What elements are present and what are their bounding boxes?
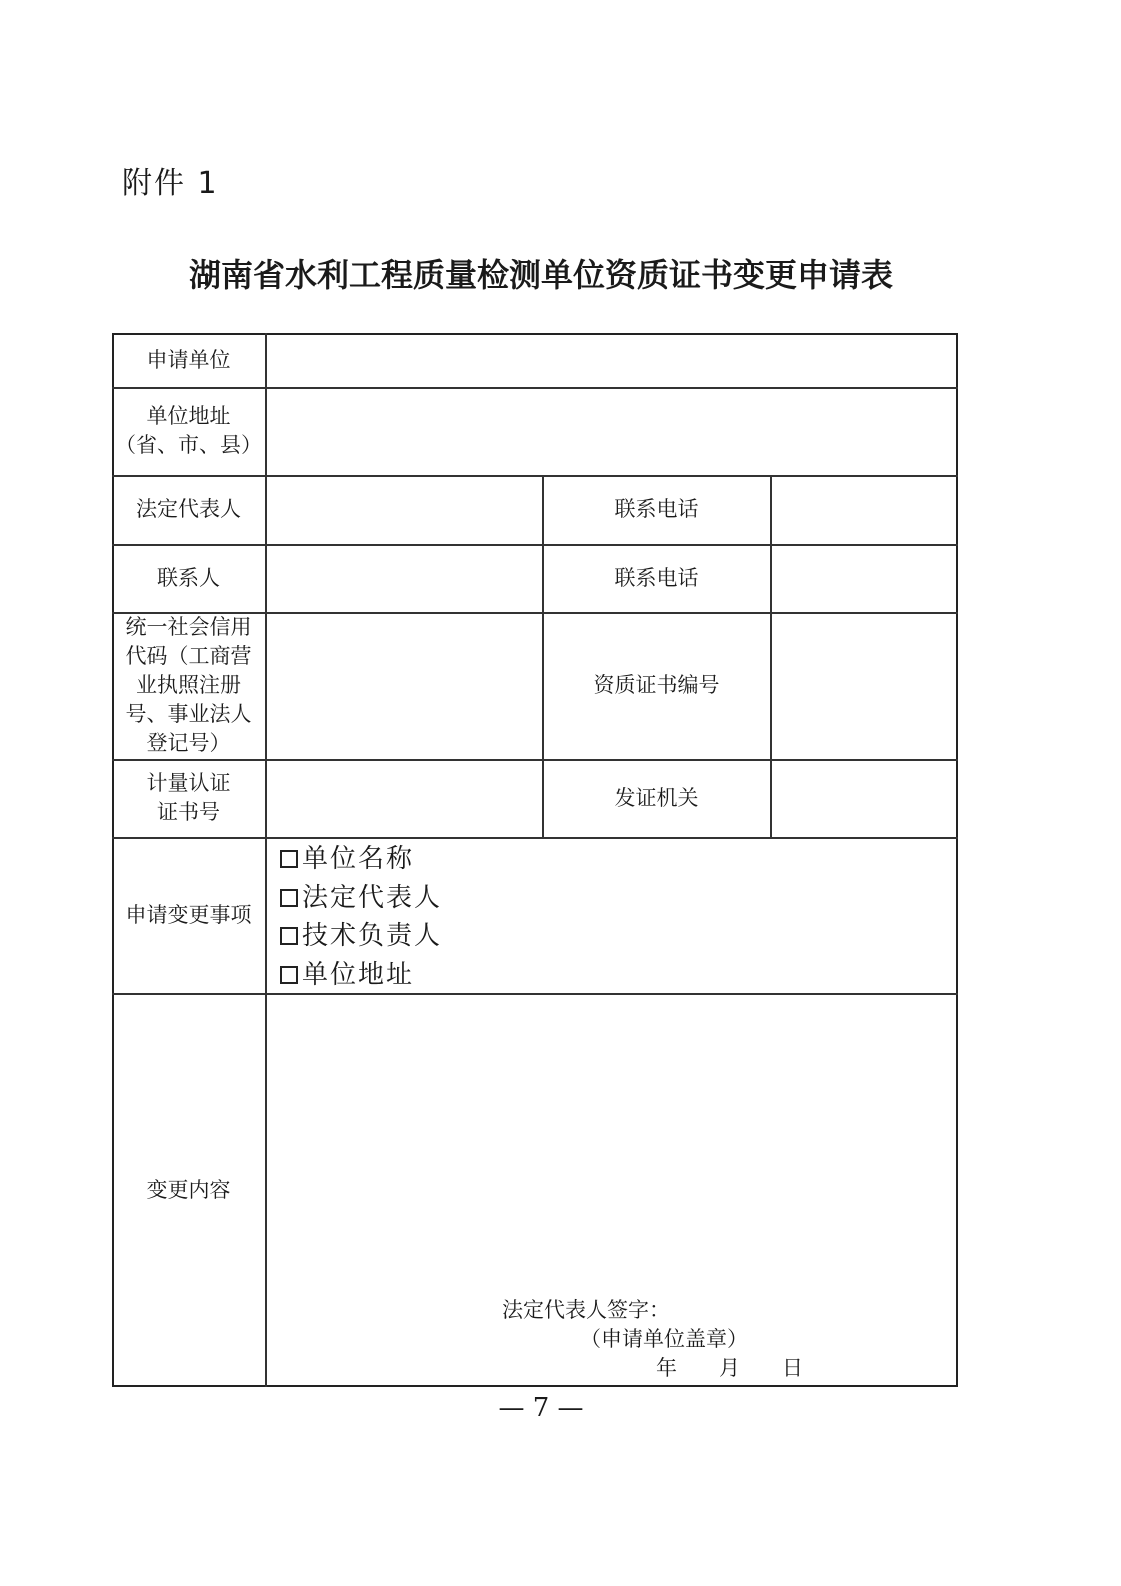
option-label: 单位地址: [302, 959, 415, 990]
metrology-cert-field[interactable]: [266, 759, 542, 837]
checkbox-icon[interactable]: [280, 850, 298, 868]
applicant-unit-field[interactable]: [266, 333, 958, 387]
option-legal-rep[interactable]: [280, 879, 442, 918]
legal-rep-phone-label: 联系电话: [614, 497, 699, 521]
address-field[interactable]: [266, 387, 958, 475]
seal-label: （申请单位盖章）: [580, 1327, 748, 1351]
change-content-field[interactable]: [266, 993, 958, 1283]
checkbox-icon[interactable]: [280, 889, 298, 907]
option-unit-address[interactable]: [280, 956, 442, 995]
credit-code-label: 统一社会信用 代码（工商营 业执照注册 号、事业法人 登记号）: [125, 615, 252, 755]
change-options-list: [280, 840, 442, 994]
contact-phone-label: 联系电话: [614, 565, 699, 590]
attachment-label: 附件 1: [122, 166, 219, 201]
checkbox-icon[interactable]: [280, 927, 298, 945]
cert-number-field[interactable]: [771, 612, 958, 759]
form-title: 湖南省水利工程质量检测单位资质证书变更申请表: [188, 256, 893, 294]
change-content-label: 变更内容: [146, 1177, 231, 1202]
legal-rep-field[interactable]: [266, 475, 542, 544]
page-number: — 7 —: [498, 1393, 584, 1423]
change-items-label: 申请变更事项: [125, 902, 252, 927]
contact-phone-field[interactable]: [771, 544, 958, 612]
checkbox-icon[interactable]: [280, 966, 298, 984]
date-label: 年 月 日: [656, 1356, 803, 1380]
legal-rep-label: 法定代表人: [136, 497, 241, 521]
credit-code-field[interactable]: [266, 612, 542, 759]
contact-label: 联系人: [157, 565, 220, 590]
legal-rep-phone-field[interactable]: [771, 475, 958, 544]
metrology-cert-label: 计量认证 证书号: [146, 771, 231, 824]
option-tech-lead[interactable]: [280, 917, 442, 956]
address-label: 单位地址 （省、市、县）: [115, 404, 262, 457]
option-label: 单位名称: [302, 844, 415, 875]
option-label: 法定代表人: [302, 882, 443, 913]
issuer-field[interactable]: [771, 759, 958, 837]
contact-field[interactable]: [266, 544, 542, 612]
cert-number-label: 资质证书编号: [593, 673, 720, 697]
issuer-label: 发证机关: [614, 785, 699, 810]
option-label: 技术负责人: [302, 921, 443, 952]
applicant-unit-label: 申请单位: [146, 347, 231, 372]
signature-label: 法定代表人签字：: [502, 1298, 670, 1322]
option-unit-name[interactable]: [280, 840, 442, 879]
